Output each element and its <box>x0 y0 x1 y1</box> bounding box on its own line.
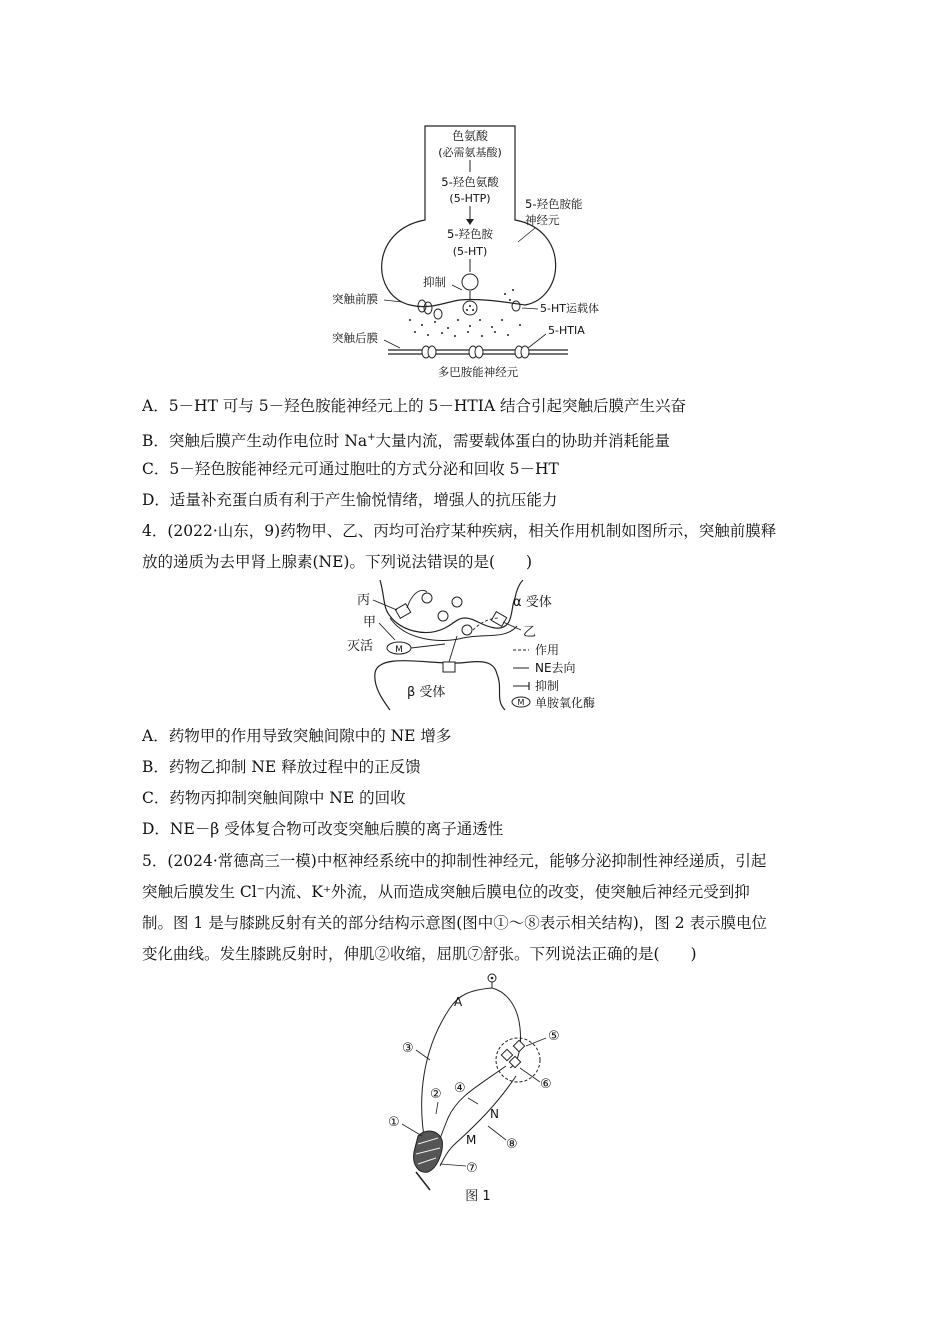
num-3: ③ <box>402 1041 414 1056</box>
num-6: ⑥ <box>540 1077 552 1092</box>
label-yi: 乙 <box>523 625 537 640</box>
leader-8 <box>488 1126 506 1140</box>
q3-option-b <box>142 428 670 451</box>
box-text-5ht-abbr: (5-HT) <box>452 245 488 258</box>
transporter-2 <box>424 302 432 314</box>
q5-stem-line-1: 5．(2024·常德高三一模)中枢神经系统中的抑制性神经元，能够分泌抑制性神经递质，引起 <box>142 852 767 870</box>
q3-option-b-post: 大量内流，需要载体蛋白的协助并消耗能量 <box>375 432 671 451</box>
num-4: ④ <box>454 1081 466 1096</box>
q5-stem-line-2: 突触后膜发生 Cl⁻内流、K⁺外流，从而造成突触后膜电位的改变，使突触后神经元受到抑 <box>142 883 750 901</box>
interneuron-6 <box>509 1056 520 1067</box>
transporter-3 <box>434 309 442 319</box>
receptor-2 <box>428 346 436 358</box>
q4-option-d: D．NE－β 受体复合物可改变突触后膜的离子通透性 <box>142 820 504 838</box>
legend-mao-letter: M <box>517 698 525 707</box>
label-neuron-2: 神经元 <box>525 213 560 227</box>
muscle <box>414 1131 443 1172</box>
tendon <box>416 1172 430 1190</box>
leader-neuron <box>518 228 535 242</box>
label-dopamine-neuron: 多巴胺能神经元 <box>437 365 519 379</box>
label-inhibit: 抑制 <box>423 275 446 289</box>
label-miehuo: 灭活 <box>347 639 374 654</box>
vesicle-c <box>438 611 448 621</box>
vesicle-2 <box>463 301 477 315</box>
box-text-tryptophan: 色氨酸 <box>451 129 489 143</box>
q4-option-b: B．药物乙抑制 NE 释放过程中的正反馈 <box>142 758 421 776</box>
q5-stem-line-3: 制。图 1 是与膝跳反射有关的部分结构示意图(图中①～⑧表示相关结构)，图 2 表示膜电位 <box>142 914 768 932</box>
box-text-essential: (必需氨基酸) <box>438 146 502 159</box>
box-text-5htp: 5-羟色氨酸 <box>441 175 499 189</box>
arrow-2-head <box>466 219 474 225</box>
leader-2 <box>436 1102 438 1114</box>
mao-enzyme-letter: M <box>395 645 403 655</box>
leader-5 <box>526 1038 546 1046</box>
alpha-receptor <box>491 612 506 627</box>
q3-option-b-pre: B．突触后膜产生动作电位时 Na <box>142 432 368 451</box>
q4-synapse-figure <box>345 578 615 713</box>
legend-inhibit: 抑制 <box>535 679 560 693</box>
ne-path-curve <box>407 590 427 608</box>
label-receptor: 5-HTIA <box>548 324 585 337</box>
label-jia: 甲 <box>363 615 377 630</box>
q3-option-d: D．适量补充蛋白质有利于产生愉悦情绪，增强人的抗压能力 <box>142 491 558 509</box>
beta-receptor <box>443 662 455 672</box>
num-2: ② <box>430 1087 442 1102</box>
vesicle-d <box>462 625 472 635</box>
label-bing: 丙 <box>357 593 371 608</box>
inhibit-line <box>452 285 462 290</box>
box-text-5ht: 5-羟色胺 <box>447 227 493 241</box>
afferent-fiber-3 <box>422 988 492 1148</box>
num-5: ⑤ <box>548 1029 560 1044</box>
q3-option-b-sup: + <box>367 432 376 443</box>
interneuron-5 <box>513 1040 524 1051</box>
label-presyn: 突触前膜 <box>332 292 378 306</box>
q3-option-a: A．5－HT 可与 5－羟色胺能神经元上的 5－HTIA 结合引起突触后膜产生兴奋 <box>142 397 687 415</box>
q5-reflex-figure <box>378 968 578 1208</box>
spinal-node-dot <box>491 977 494 980</box>
leader-4 <box>468 1098 478 1104</box>
num-8: ⑧ <box>506 1137 518 1152</box>
legend-ne: NE去向 <box>535 661 576 675</box>
leader-1 <box>402 1124 422 1136</box>
efferent-fiber-4 <box>440 1076 516 1166</box>
transporter-4 <box>512 301 520 311</box>
leader-postsyn <box>384 340 400 348</box>
label-A: A <box>454 995 463 1009</box>
legend-action: 作用 <box>535 643 560 657</box>
figure-caption: 图 1 <box>465 1189 491 1204</box>
num-7: ⑦ <box>466 1161 478 1176</box>
vesicle-b <box>452 597 462 607</box>
q4-stem-line-2: 放的递质为去甲肾上腺素(NE)。下列说法错误的是( ) <box>142 553 533 571</box>
label-beta: β 受体 <box>407 685 446 700</box>
receptor-6 <box>521 346 529 358</box>
label-M: M <box>466 1133 477 1147</box>
q4-option-a: A．药物甲的作用导致突触间隙中的 NE 增多 <box>142 727 452 745</box>
leader-7 <box>440 1164 466 1166</box>
q4-stem-line-1: 4．(2022·山东，9)药物甲、乙、丙均可治疗某种疾病，相关作用机制如图所示，突触前膜释 <box>142 522 777 540</box>
q3-synapse-figure <box>330 120 630 385</box>
leader-jia <box>379 623 395 640</box>
label-N: N <box>490 1107 499 1121</box>
q4-option-c: C．药物丙抑制突触间隙中 NE 的回收 <box>142 789 406 807</box>
label-alpha: α 受体 <box>513 595 552 610</box>
vesicle-a <box>422 593 432 603</box>
box-text-5htp-abbr: (5-HTP) <box>449 192 491 205</box>
vesicle-1 <box>462 274 478 290</box>
reuptake-transporter <box>395 604 410 619</box>
leader-bing <box>373 600 397 610</box>
legend-mao: 单胺氧化酶 <box>535 696 596 710</box>
mao-line <box>411 644 445 648</box>
leader-receptor <box>528 334 546 348</box>
interneuron-x <box>501 1049 512 1060</box>
label-neuron: 5-羟色胺能 <box>525 197 583 211</box>
num-1: ① <box>388 1115 400 1130</box>
receptor-4 <box>475 346 483 358</box>
leader-transporter <box>522 308 538 309</box>
q5-stem-line-4: 变化曲线。发生膝跳反射时，伸肌②收缩，屈肌⑦舒张。下列说法正确的是( ) <box>142 945 697 963</box>
label-transporter: 5-HT运载体 <box>540 302 599 315</box>
label-postsyn: 突触后膜 <box>332 331 378 345</box>
q3-option-c: C．5－羟色胺能神经元可通过胞吐的方式分泌和回收 5－HT <box>142 460 559 478</box>
